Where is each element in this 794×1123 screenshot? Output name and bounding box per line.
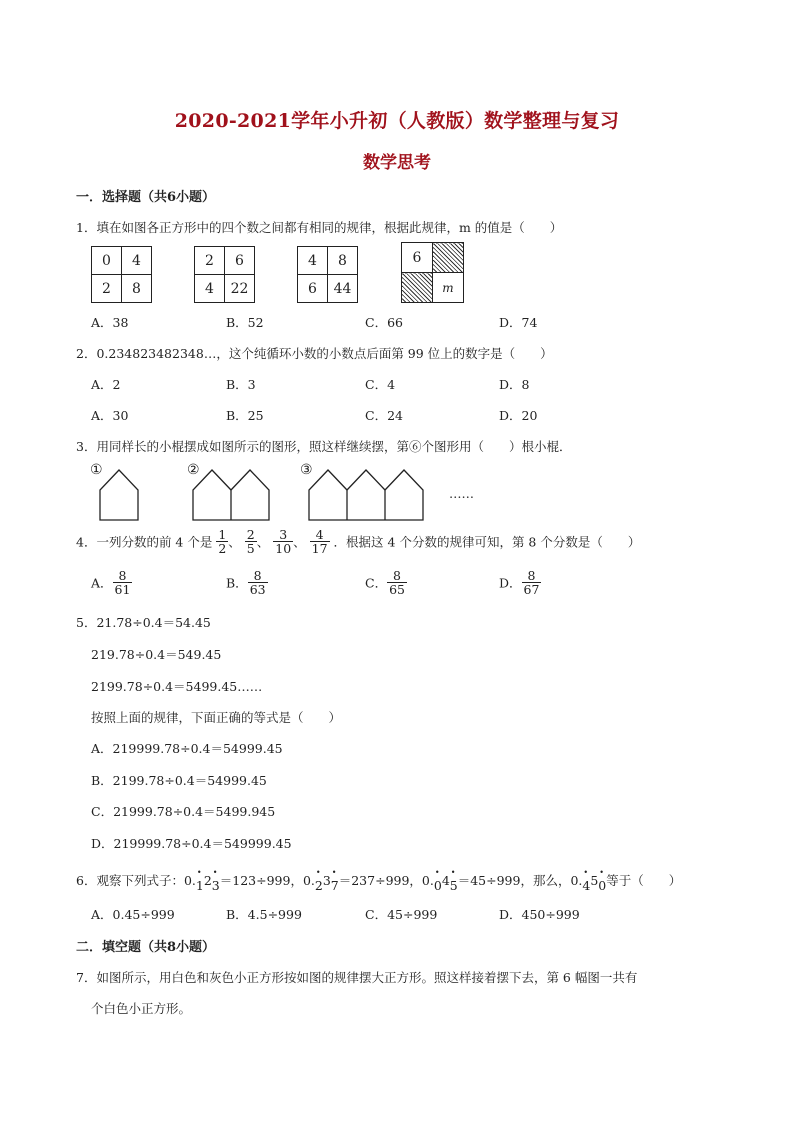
q5-option-c[interactable]: C．21999.78÷0.4＝5499.945 (91, 804, 276, 819)
grid-cell: 6 (402, 243, 433, 273)
grid-cell: 4 (298, 247, 328, 275)
q6-option-c[interactable]: C．45÷999 (365, 907, 438, 922)
figure-label-3: ③ (300, 462, 313, 478)
q2-option-d[interactable]: D．8 (499, 377, 530, 392)
grid-cell: 8 (122, 275, 152, 303)
q4-stem-start: 4．一列分数的前 4 个是 (76, 534, 213, 550)
question-7-line-2: 个白色小正方形。 (91, 1001, 192, 1016)
grid-cell: 0 (92, 247, 122, 275)
page-title: 2020-2021学年小升初（人教版）数学整理与复习 (174, 110, 620, 132)
q2-option-b-extra[interactable]: B．25 (226, 408, 264, 423)
grid-cell-m: m (433, 273, 464, 303)
stick-house-figures (0, 0, 794, 530)
grid-cell: 6 (298, 275, 328, 303)
section-heading-fill: 二．填空题（共8小题） (76, 940, 216, 955)
q1-option-b[interactable]: B．52 (226, 315, 264, 330)
page-subtitle: 数学思考 (363, 153, 431, 173)
figure-label-2: ② (187, 462, 200, 478)
q2-option-c[interactable]: C．4 (365, 377, 396, 392)
q1-option-a[interactable]: A．38 (91, 315, 129, 330)
question-6-stem: 6．观察下列式子：0.• 12• 3＝123÷999，0.• 23• 7＝237÷999，0.• 04• 5＝45÷999，那么，0.• 45• 0等于（ ） (76, 871, 681, 889)
q2-option-a[interactable]: A．2 (91, 377, 121, 392)
q5-option-b[interactable]: B．2199.78÷0.4＝54999.45 (91, 773, 267, 788)
fraction: $\frac{1}{2}$ (218, 527, 227, 556)
question-5-line-2: 219.78÷0.4＝549.45 (91, 647, 222, 662)
question-3-stem: 3．用同样长的小棍摆成如图所示的图形，照这样继续摆，第⑥个图形用（ ）根小棍． (76, 439, 572, 454)
question-4-stem: 4．一列分数的前 4 个是 $\frac{1}{2}$ 、 $\frac{2}{5}$ 、 $\frac{3}{10}$ 、 $\frac{4}{17}$ ．根据这 4 个分数的规律可知，第 8 个分数是（ ） (76, 527, 641, 556)
question-5-line-4: 按照上面的规律，下面正确的等式是（ ） (91, 710, 342, 725)
question-7-line-1: 7．如图所示，用白色和灰色小正方形按如图的规律摆大正方形。照这样接着摆下去，第 6 幅图一共有 (76, 970, 638, 985)
q6-option-a[interactable]: A．0.45÷999 (91, 907, 175, 922)
figure-label-1: ① (90, 462, 103, 478)
q6-option-b[interactable]: B．4.5÷999 (226, 907, 302, 922)
house-shape (309, 470, 423, 520)
grid-cell: 4 (195, 275, 225, 303)
q4-option-b[interactable]: B． $\frac{8}{63}$ (226, 568, 266, 597)
question-5-line-1: 5．21.78÷0.4＝54.45 (76, 615, 211, 630)
q2-option-c-extra[interactable]: C．24 (365, 408, 403, 423)
fraction: $\frac{4}{17}$ (311, 527, 328, 556)
q1-option-c[interactable]: C．66 (365, 315, 403, 330)
question-2-stem: 2．0.234823482348…，这个纯循环小数的小数点后面第 99 位上的数字是（ ） (76, 346, 553, 361)
q4-stem-end: ．根据这 4 个分数的规律可知，第 8 个分数是（ ） (333, 534, 641, 550)
q5-option-d[interactable]: D．219999.78÷0.4＝549999.45 (91, 836, 292, 851)
house-shape (100, 470, 138, 520)
q4-option-d[interactable]: D． $\frac{8}{67}$ (499, 568, 540, 597)
grid-cell: 6 (225, 247, 255, 275)
q6-option-d[interactable]: D．450÷999 (499, 907, 580, 922)
q5-option-a[interactable]: A．219999.78÷0.4＝54999.45 (91, 741, 283, 756)
fraction: $\frac{3}{10}$ (275, 527, 292, 556)
grid-cell: 8 (328, 247, 358, 275)
grid-cell: 22 (225, 275, 255, 303)
fraction: $\frac{2}{5}$ (246, 527, 255, 556)
question-5-line-3: 2199.78÷0.4＝5499.45…… (91, 679, 263, 694)
grid-cell: 4 (122, 247, 152, 275)
grid-cell: 2 (92, 275, 122, 303)
q2-option-b[interactable]: B．3 (226, 377, 256, 392)
q4-option-c[interactable]: C． $\frac{8}{65}$ (365, 568, 405, 597)
figure-ellipsis: …… (449, 486, 474, 501)
q2-option-d-extra[interactable]: D．20 (499, 408, 538, 423)
q1-option-d[interactable]: D．74 (499, 315, 538, 330)
section-heading-choice: 一．选择题（共6小题） (76, 190, 216, 205)
grid-cell: 2 (195, 247, 225, 275)
q4-option-a[interactable]: A． $\frac{8}{61}$ (91, 568, 131, 597)
q2-option-a-extra[interactable]: A．30 (91, 408, 129, 423)
grid-cell: 44 (328, 275, 358, 303)
question-1-stem: 1．填在如图各正方形中的四个数之间都有相同的规律，根据此规律，m 的值是（ ） (76, 220, 563, 235)
